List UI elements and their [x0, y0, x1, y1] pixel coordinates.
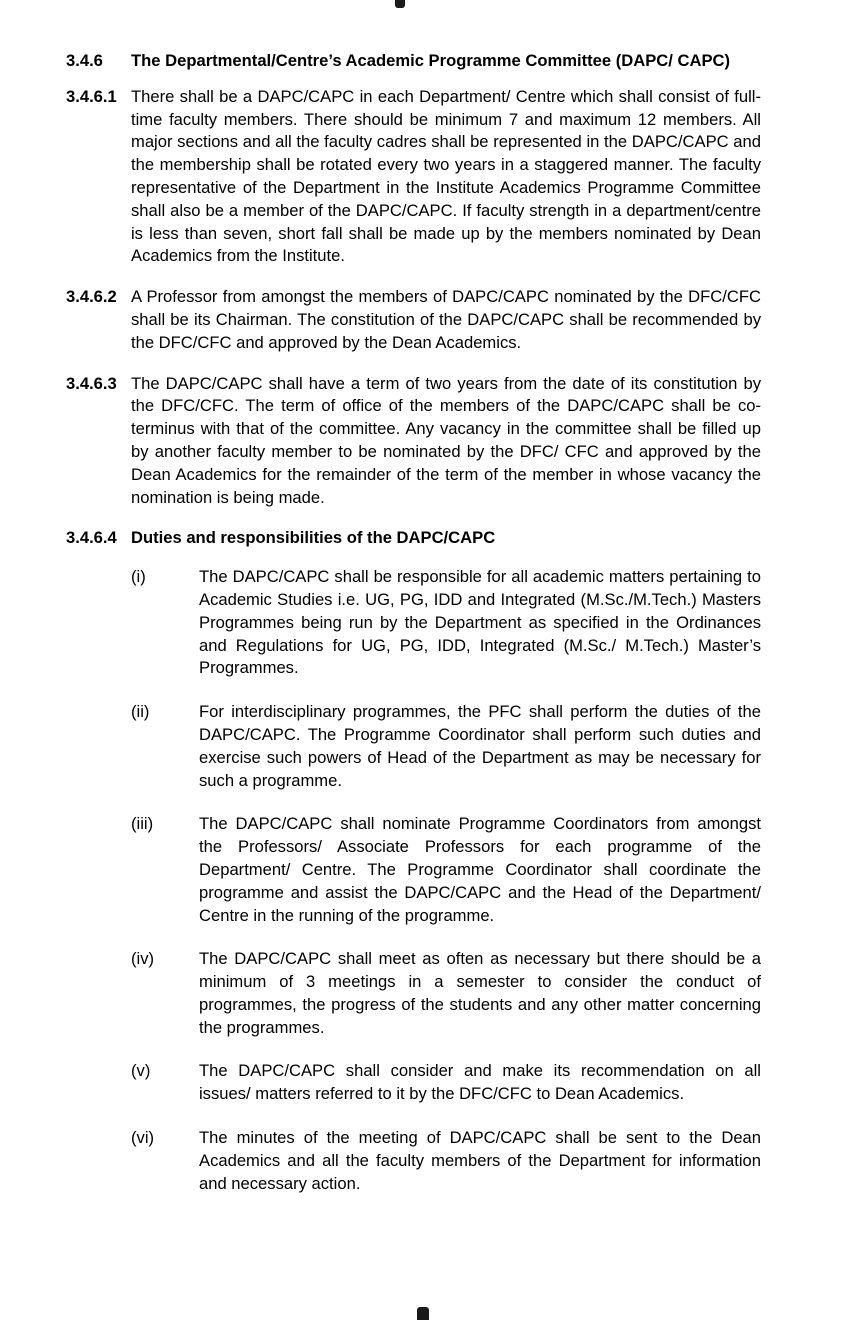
duty-number: (vi) [131, 1128, 155, 1148]
clause-3-4-6-1 [66, 86, 761, 268]
clause-text: A Professor from amongst the members of DAPC/CAPC nominated by the DFC/CFC shall be its Chairman. The constitution of the DAPC/CAPC shall be recommended by the DFC/CFC and approved by the Dean Academics. [131, 287, 761, 352]
duty-item-v [131, 1060, 761, 1106]
section-title: The Departmental/Centre’s Academic Programme Committee (DAPC/ CAPC) [131, 51, 731, 70]
duty-item-ii [131, 701, 761, 792]
duty-text: The DAPC/CAPC shall be responsible for all academic matters pertaining to Academic Studies i.e. UG, PG, IDD and Integrated (M.Sc./M.Tech.) Masters Programmes being run by the Department as specified in the Ordinances and Regulations for UG, PG, IDD, Integrated (M.Sc./ M.Tech.) Master’s Programmes. [199, 567, 761, 678]
clause-number: 3.4.6.3 [66, 373, 117, 393]
duty-item-iii [131, 813, 761, 927]
duty-text: The minutes of the meeting of DAPC/CAPC shall be sent to the Dean Academics and all the faculty members of the Department for information and necessary action. [199, 1128, 761, 1193]
duty-number: (iv) [131, 949, 155, 969]
subsection-title: Duties and responsibilities of the DAPC/CAPC [131, 528, 496, 548]
duties-list [66, 566, 761, 1195]
clause-text: There shall be a DAPC/CAPC in each Department/ Centre which shall consist of full-time faculty members. There should be minimum 7 and maximum 12 members. All major sections and all the faculty cadres shall be represented in the DAPC/CAPC and the membership shall be rotated every two years in a staggered manner. The faculty representative of the Department in the Institute Academics Programme Committee shall also be a member of the DAPC/CAPC. If faculty strength in a department/centre is less than seven, short fall shall be made up by the members nominated by Dean Academics from the Institute. [131, 86, 761, 266]
clause-3-4-6-2 [66, 286, 761, 354]
duty-number: (v) [131, 1061, 151, 1081]
duty-text: The DAPC/CAPC shall consider and make its recommendation on all issues/ matters referred to it by the DFC/CFC to Dean Academics. [199, 1061, 761, 1104]
duty-number: (iii) [131, 814, 154, 834]
cropped-footer-fragment [417, 1307, 429, 1320]
subsection-heading [66, 527, 761, 550]
section-heading [66, 50, 761, 73]
clause-number: 3.4.6.1 [66, 86, 117, 106]
duty-text: The DAPC/CAPC shall meet as often as necessary but there should be a minimum of 3 meetings in a semester to consider the conduct of programmes, the progress of the students and any other matter concerning the programmes. [199, 949, 761, 1037]
duty-item-iv [131, 948, 761, 1039]
section-number: 3.4.6 [66, 51, 103, 70]
cropped-header-fragment [395, 0, 405, 8]
duty-text: For interdisciplinary programmes, the PFC shall perform the duties of the DAPC/CAPC. The Programme Coordinator shall perform such duties and exercise such powers of Head of the Department as may be necessary for such a programme. [199, 702, 761, 790]
clause-3-4-6-3 [66, 373, 761, 510]
duty-item-vi [131, 1127, 761, 1195]
duty-number: (ii) [131, 702, 150, 722]
clause-text: The DAPC/CAPC shall have a term of two years from the date of its constitution by the DFC/CFC. The term of office of the members of the DAPC/CAPC shall be co-terminus with that of the committee. Any vacancy in the committee shall be filled up by another faculty member to be nominated by the DFC/ CFC and approved by the Dean Academics for the remainder of the term of the member in whose vacancy the nomination is being made. [131, 373, 761, 507]
duty-number: (i) [131, 567, 146, 587]
duty-item-i [131, 566, 761, 680]
clause-number: 3.4.6.2 [66, 287, 117, 307]
duty-text: The DAPC/CAPC shall nominate Programme Coordinators from amongst the Professors/ Associate Professors for each programme of the Department/ Centre. The Programme Coordinator shall coordinate the programme and assist the DAPC/CAPC and the Head of the Department/ Centre in the running of the programme. [199, 814, 761, 925]
subsection-number: 3.4.6.4 [66, 528, 117, 548]
